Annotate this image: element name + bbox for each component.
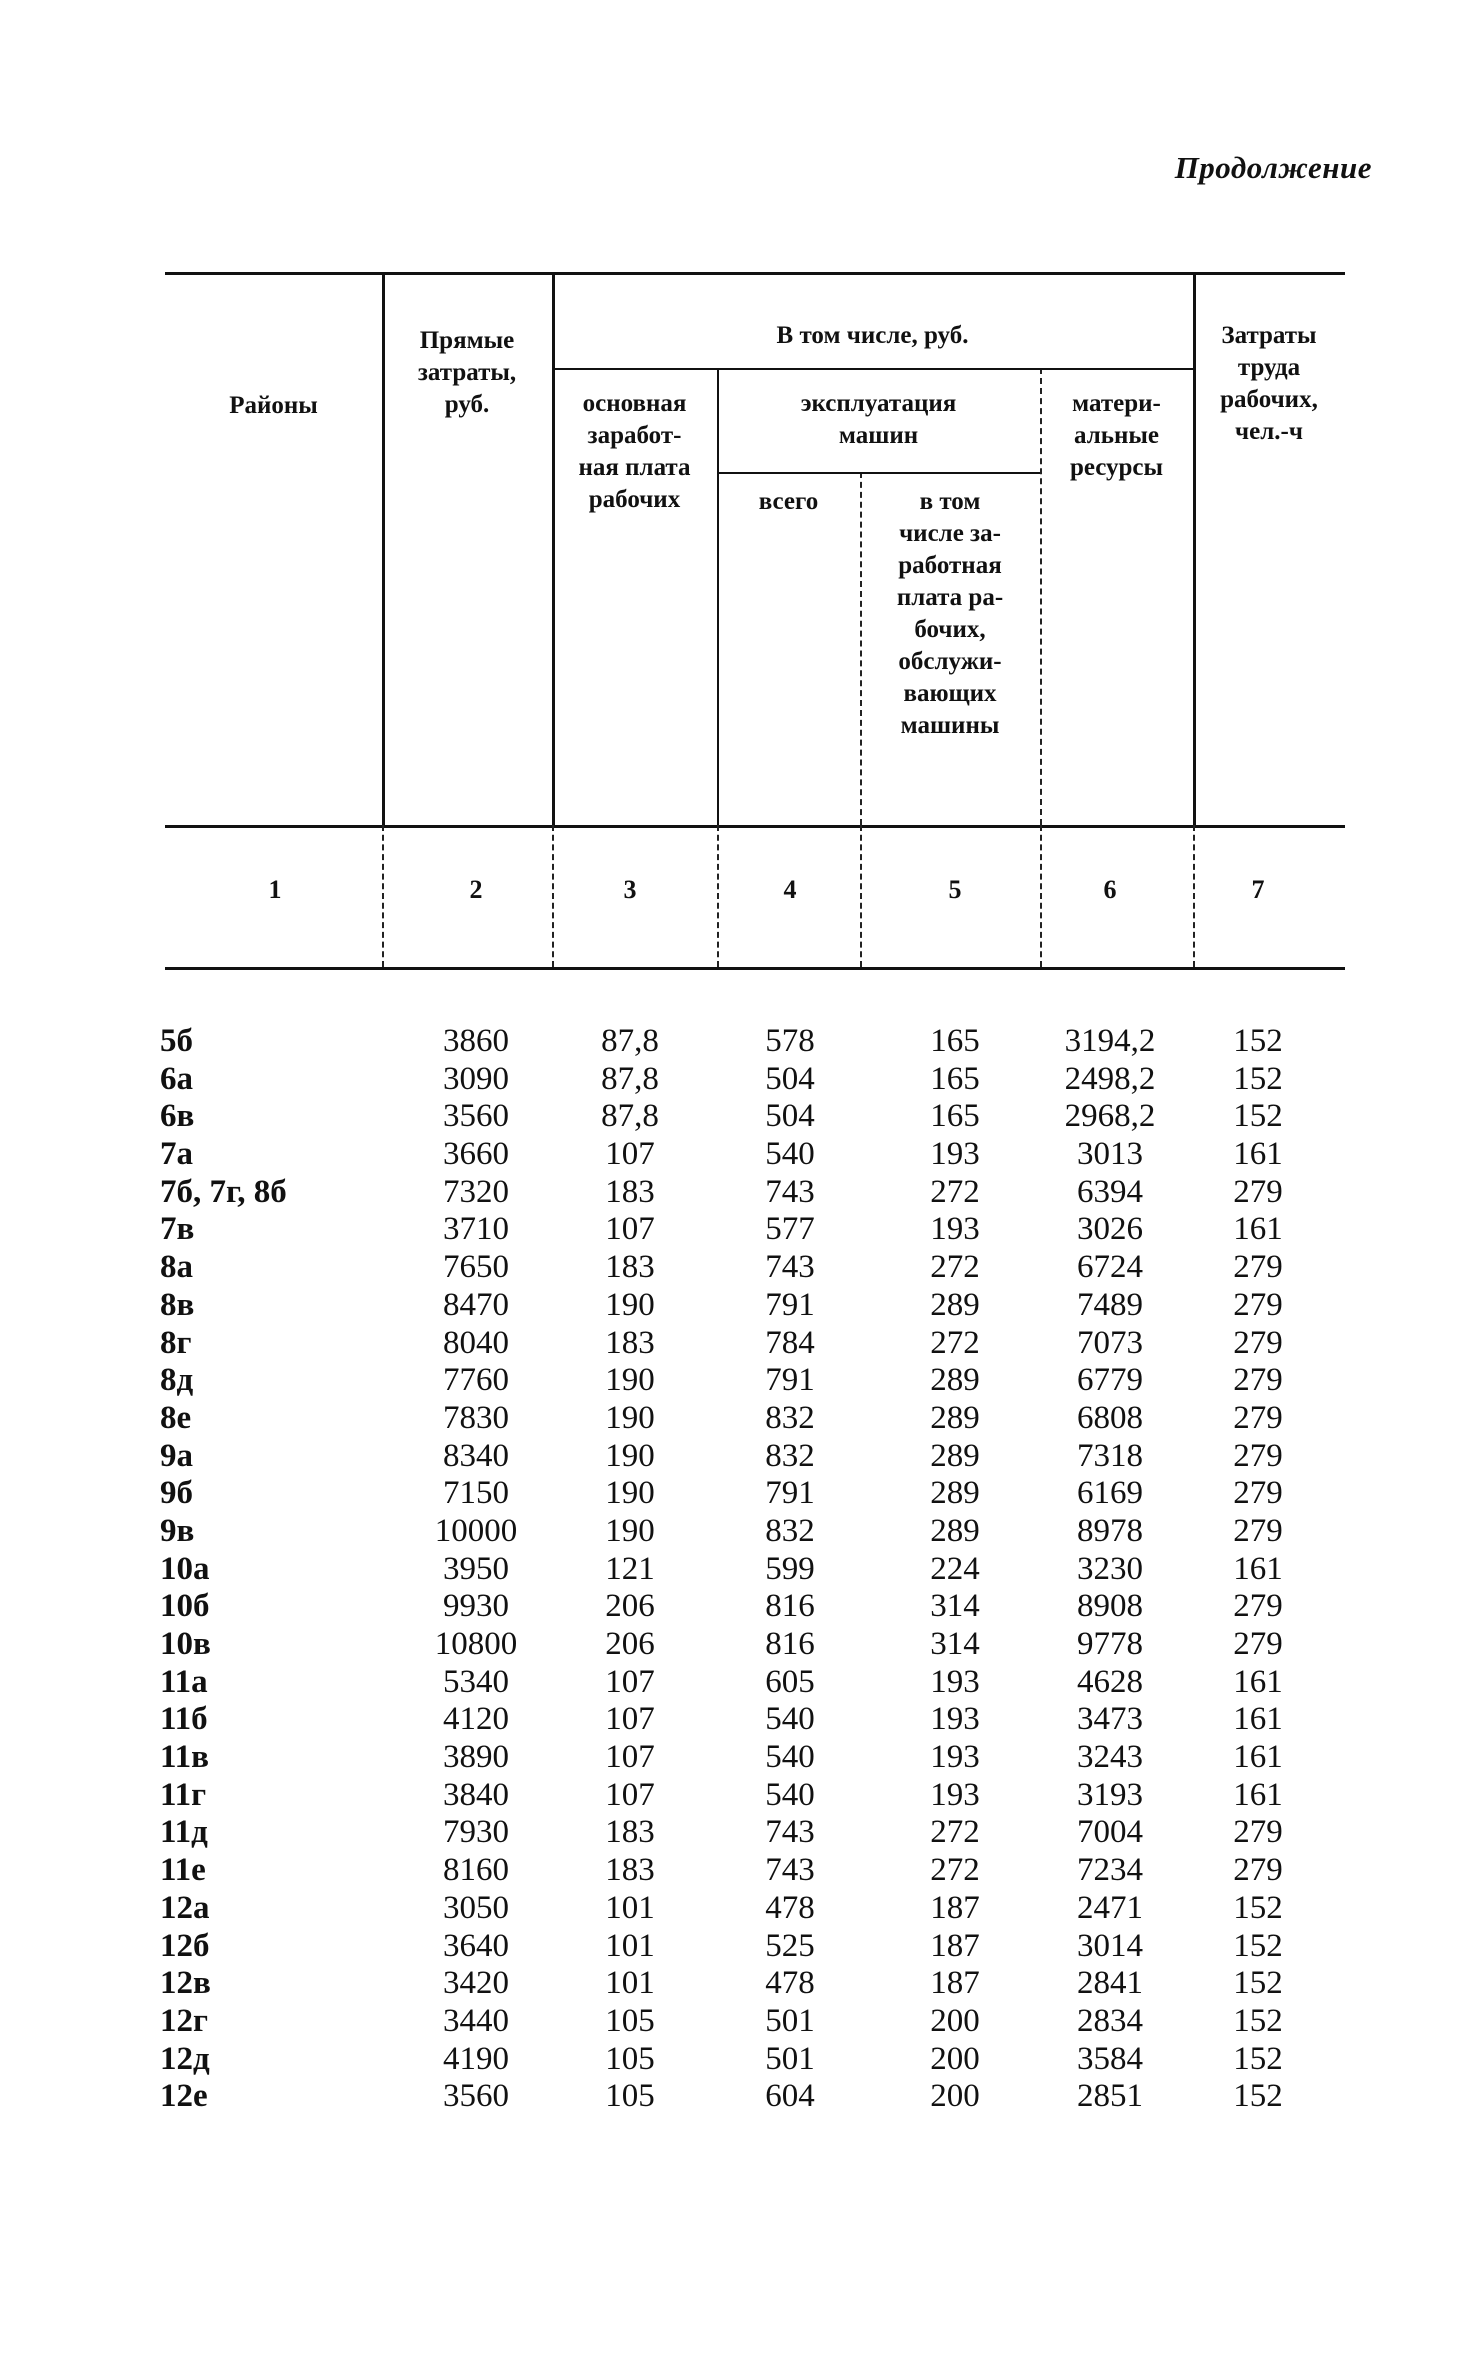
- header-materials: матери- альные ресурсы: [1069, 390, 1164, 481]
- labor-cell: 279: [1233, 1173, 1283, 1210]
- labor-cell: 279: [1233, 1324, 1283, 1361]
- labor-cell: 161: [1233, 1136, 1283, 1173]
- base-wages-cell: 107: [605, 1663, 655, 1700]
- table-row: [0, 1325, 1477, 1363]
- direct-costs-cell: 7320: [443, 1173, 509, 1210]
- direct-costs-cell: 8160: [443, 1852, 509, 1889]
- machine-total-cell: 791: [765, 1475, 815, 1512]
- direct-costs-cell: 9930: [443, 1588, 509, 1625]
- direct-costs-cell: 3840: [443, 1776, 509, 1813]
- machine-wages-cell: 289: [930, 1437, 980, 1474]
- base-wages-cell: 87,8: [601, 1023, 659, 1059]
- labor-cell: 161: [1233, 1739, 1283, 1776]
- materials-cell: 2841: [1077, 1965, 1143, 2002]
- direct-costs-cell: 4190: [443, 2040, 509, 2077]
- labor-cell: 279: [1233, 1512, 1283, 1549]
- machine-wages-cell: 224: [930, 1550, 980, 1587]
- machine-wages-cell: 289: [930, 1362, 980, 1399]
- labor-cell: 152: [1233, 2002, 1283, 2039]
- machine-wages-cell: 187: [930, 1927, 980, 1964]
- region-cell: 9б: [160, 1475, 193, 1512]
- column-number: 6: [1103, 875, 1117, 904]
- table-row: [0, 2003, 1477, 2041]
- machine-total-cell: 540: [765, 1701, 815, 1738]
- table-row: [0, 1928, 1477, 1966]
- direct-costs-cell: 5340: [443, 1663, 509, 1700]
- machine-wages-cell: 272: [930, 1814, 980, 1851]
- table-row: [0, 1777, 1477, 1815]
- machine-total-cell: 540: [765, 1739, 815, 1776]
- machine-wages-cell: 187: [930, 1889, 980, 1926]
- base-wages-cell: 183: [605, 1814, 655, 1851]
- table-row: [0, 1852, 1477, 1890]
- region-cell: 7а: [160, 1136, 193, 1173]
- machine-wages-cell: 289: [930, 1512, 980, 1549]
- table-row: [0, 1211, 1477, 1249]
- table-row: [0, 1588, 1477, 1626]
- column-number: 3: [623, 875, 637, 904]
- region-cell: 6в: [160, 1098, 195, 1135]
- header-machine-operation: эксплуатация машин: [800, 390, 957, 449]
- machine-total-cell: 578: [765, 1023, 815, 1059]
- base-wages-cell: 206: [605, 1626, 655, 1662]
- region-cell: 9а: [160, 1437, 193, 1474]
- base-wages-cell: 107: [605, 1701, 655, 1738]
- materials-cell: 3014: [1077, 1927, 1143, 1964]
- table-row: [0, 1098, 1477, 1136]
- materials-cell: 3193: [1077, 1776, 1143, 1813]
- machine-total-cell: 784: [765, 1324, 815, 1361]
- base-wages-cell: 190: [605, 1362, 655, 1399]
- materials-cell: 2968,2: [1064, 1098, 1156, 1135]
- labor-cell: 161: [1233, 1211, 1283, 1248]
- column-number: 4: [783, 875, 797, 904]
- machine-wages-cell: 193: [930, 1739, 980, 1776]
- num-divider-5: [1040, 825, 1042, 967]
- header-machine-total: всего: [758, 488, 819, 515]
- labor-cell: 279: [1233, 1475, 1283, 1512]
- table-row: [0, 2078, 1477, 2116]
- machine-wages-cell: 289: [930, 1399, 980, 1436]
- direct-costs-cell: 7830: [443, 1399, 509, 1436]
- num-divider-6: [1193, 825, 1195, 967]
- direct-costs-cell: 3660: [443, 1136, 509, 1173]
- labor-cell: 152: [1233, 1927, 1283, 1964]
- machine-wages-cell: 193: [930, 1663, 980, 1700]
- region-cell: 8д: [160, 1362, 194, 1399]
- direct-costs-cell: 3090: [443, 1060, 509, 1097]
- base-wages-cell: 87,8: [601, 1060, 659, 1097]
- region-cell: 11в: [160, 1739, 210, 1776]
- base-wages-cell: 183: [605, 1324, 655, 1361]
- direct-costs-cell: 7930: [443, 1814, 509, 1851]
- table-row: [0, 1174, 1477, 1212]
- machine-wages-cell: 314: [930, 1588, 980, 1625]
- machine-total-cell: 816: [765, 1626, 815, 1662]
- materials-cell: 8908: [1077, 1588, 1143, 1625]
- region-cell: 11а: [160, 1663, 208, 1700]
- materials-cell: 7234: [1077, 1852, 1143, 1889]
- machine-total-cell: 504: [765, 1098, 815, 1135]
- direct-costs-cell: 3860: [443, 1023, 509, 1059]
- region-cell: 12д: [160, 2040, 210, 2077]
- column-numbers-bottom-rule: [165, 967, 1345, 970]
- region-cell: 11г: [160, 1776, 207, 1813]
- machine-total-cell: 791: [765, 1362, 815, 1399]
- region-cell: 5б: [160, 1023, 193, 1059]
- table-top-rule: [165, 272, 1345, 275]
- machine-wages-cell: 272: [930, 1249, 980, 1286]
- table-row: [0, 1551, 1477, 1589]
- region-cell: 6а: [160, 1060, 193, 1097]
- materials-cell: 6779: [1077, 1362, 1143, 1399]
- table-row: [0, 2041, 1477, 2079]
- table-row: [0, 1814, 1477, 1852]
- base-wages-cell: 107: [605, 1739, 655, 1776]
- machine-total-cell: 604: [765, 2078, 815, 2115]
- base-wages-cell: 183: [605, 1173, 655, 1210]
- region-cell: 12г: [160, 2002, 208, 2039]
- materials-cell: 7318: [1077, 1437, 1143, 1474]
- labor-cell: 161: [1233, 1550, 1283, 1587]
- table-row: [0, 1438, 1477, 1476]
- table-row: [0, 1362, 1477, 1400]
- table-row: [0, 1739, 1477, 1777]
- materials-cell: 4628: [1077, 1663, 1143, 1700]
- labor-cell: 279: [1233, 1249, 1283, 1286]
- region-cell: 8а: [160, 1249, 193, 1286]
- direct-costs-cell: 3050: [443, 1889, 509, 1926]
- labor-cell: 279: [1233, 1626, 1283, 1662]
- materials-cell: 9778: [1077, 1626, 1143, 1662]
- machine-total-cell: 577: [765, 1211, 815, 1248]
- materials-cell: 8978: [1077, 1512, 1143, 1549]
- machine-wages-cell: 272: [930, 1324, 980, 1361]
- table-body: [0, 1023, 1477, 2116]
- materials-cell: 3026: [1077, 1211, 1143, 1248]
- header-base-wages: основная заработ- ная плата рабочих: [578, 390, 691, 513]
- region-cell: 11е: [160, 1852, 206, 1889]
- labor-cell: 161: [1233, 1776, 1283, 1813]
- header-direct-costs: Прямые затраты, руб.: [417, 327, 517, 418]
- table-row: [0, 1701, 1477, 1739]
- region-cell: 7б, 7г, 8б: [160, 1173, 287, 1210]
- direct-costs-cell: 3420: [443, 1965, 509, 2002]
- header-bottom-rule: [165, 825, 1345, 828]
- machine-wages-cell: 272: [930, 1852, 980, 1889]
- materials-cell: 2498,2: [1064, 1060, 1156, 1097]
- base-wages-cell: 107: [605, 1776, 655, 1813]
- direct-costs-cell: 10000: [434, 1512, 518, 1549]
- region-cell: 11д: [160, 1814, 208, 1851]
- base-wages-cell: 87,8: [601, 1098, 659, 1135]
- materials-cell: 3584: [1077, 2040, 1143, 2077]
- base-wages-cell: 190: [605, 1512, 655, 1549]
- labor-cell: 161: [1233, 1663, 1283, 1700]
- table-row: [0, 1664, 1477, 1702]
- labor-cell: 152: [1233, 1965, 1283, 2002]
- materials-cell: 6169: [1077, 1475, 1143, 1512]
- column-number: 5: [948, 875, 962, 904]
- machine-wages-cell: 200: [930, 2002, 980, 2039]
- table-row: [0, 1061, 1477, 1099]
- machine-total-cell: 743: [765, 1814, 815, 1851]
- region-cell: 8е: [160, 1399, 192, 1436]
- base-wages-cell: 101: [605, 1965, 655, 2002]
- direct-costs-cell: 3890: [443, 1739, 509, 1776]
- materials-cell: 6808: [1077, 1399, 1143, 1436]
- machine-total-cell: 743: [765, 1249, 815, 1286]
- machine-total-cell: 791: [765, 1286, 815, 1323]
- machine-total-cell: 525: [765, 1927, 815, 1964]
- labor-cell: 161: [1233, 1701, 1283, 1738]
- machine-wages-cell: 165: [930, 1098, 980, 1135]
- machine-total-cell: 816: [765, 1588, 815, 1625]
- table-row: [0, 1626, 1477, 1664]
- direct-costs-cell: 7760: [443, 1362, 509, 1399]
- direct-costs-cell: 7150: [443, 1475, 509, 1512]
- labor-cell: 152: [1233, 1023, 1283, 1059]
- base-wages-cell: 190: [605, 1475, 655, 1512]
- machine-total-cell: 501: [765, 2040, 815, 2077]
- machine-wages-cell: 193: [930, 1776, 980, 1813]
- region-cell: 8в: [160, 1286, 195, 1323]
- machine-wages-cell: 193: [930, 1136, 980, 1173]
- materials-cell: 7489: [1077, 1286, 1143, 1323]
- direct-costs-cell: 3440: [443, 2002, 509, 2039]
- base-wages-cell: 206: [605, 1588, 655, 1625]
- machine-wages-cell: 289: [930, 1475, 980, 1512]
- direct-costs-cell: 10800: [434, 1626, 518, 1662]
- base-wages-cell: 183: [605, 1852, 655, 1889]
- machine-wages-cell: 200: [930, 2040, 980, 2077]
- base-wages-cell: 190: [605, 1399, 655, 1436]
- region-cell: 8г: [160, 1324, 192, 1361]
- region-cell: 10б: [160, 1588, 210, 1625]
- table-row: [0, 1023, 1477, 1061]
- base-wages-cell: 105: [605, 2002, 655, 2039]
- machine-wages-cell: 200: [930, 2078, 980, 2115]
- materials-cell: 2851: [1077, 2078, 1143, 2115]
- region-cell: 12б: [160, 1927, 210, 1964]
- machine-total-cell: 501: [765, 2002, 815, 2039]
- direct-costs-cell: 7650: [443, 1249, 509, 1286]
- materials-cell: 6724: [1077, 1249, 1143, 1286]
- region-cell: 11б: [160, 1701, 208, 1738]
- num-divider-2: [552, 825, 554, 967]
- machine-total-cell: 743: [765, 1852, 815, 1889]
- labor-cell: 279: [1233, 1286, 1283, 1323]
- region-cell: 10а: [160, 1550, 210, 1587]
- direct-costs-cell: 8340: [443, 1437, 509, 1474]
- column-number: 1: [268, 875, 282, 904]
- table-row: [0, 1249, 1477, 1287]
- table-row: [0, 1513, 1477, 1551]
- region-cell: 12а: [160, 1889, 210, 1926]
- machine-total-cell: 832: [765, 1399, 815, 1436]
- direct-costs-cell: 3560: [443, 2078, 509, 2115]
- materials-cell: 3194,2: [1064, 1023, 1156, 1059]
- base-wages-cell: 190: [605, 1437, 655, 1474]
- machine-total-cell: 540: [765, 1776, 815, 1813]
- header-labor: Затраты труда рабочих, чел.-ч: [1220, 322, 1318, 445]
- machine-total-cell: 504: [765, 1060, 815, 1097]
- continuation-label: Продолжение: [1174, 150, 1372, 185]
- region-cell: 12в: [160, 1965, 211, 2002]
- labor-cell: 279: [1233, 1399, 1283, 1436]
- machine-wages-cell: 193: [930, 1701, 980, 1738]
- labor-cell: 279: [1233, 1588, 1283, 1625]
- base-wages-cell: 183: [605, 1249, 655, 1286]
- table-row: [0, 1400, 1477, 1438]
- labor-cell: 152: [1233, 1098, 1283, 1135]
- table-row: [0, 1287, 1477, 1325]
- base-wages-cell: 101: [605, 1927, 655, 1964]
- machine-total-cell: 605: [765, 1663, 815, 1700]
- base-wages-cell: 190: [605, 1286, 655, 1323]
- materials-cell: 2834: [1077, 2002, 1143, 2039]
- materials-cell: 3230: [1077, 1550, 1143, 1587]
- machine-wages-cell: 165: [930, 1060, 980, 1097]
- column-number: 2: [469, 875, 483, 904]
- machine-underline: [717, 472, 1040, 474]
- num-divider-3: [717, 825, 719, 967]
- including-underline: [552, 368, 1193, 370]
- header-including: В том числе, руб.: [776, 322, 969, 349]
- machine-wages-cell: 272: [930, 1173, 980, 1210]
- base-wages-cell: 101: [605, 1889, 655, 1926]
- base-wages-cell: 105: [605, 2078, 655, 2115]
- labor-cell: 279: [1233, 1362, 1283, 1399]
- machine-total-cell: 832: [765, 1512, 815, 1549]
- machine-wages-cell: 193: [930, 1211, 980, 1248]
- column-number: 7: [1251, 875, 1265, 904]
- materials-cell: 6394: [1077, 1173, 1143, 1210]
- num-divider-1: [382, 825, 384, 967]
- materials-cell: 3013: [1077, 1136, 1143, 1173]
- table-row: [0, 1890, 1477, 1928]
- region-cell: 12е: [160, 2078, 208, 2115]
- labor-cell: 279: [1233, 1437, 1283, 1474]
- region-cell: 10в: [160, 1626, 211, 1662]
- header-regions: Районы: [229, 392, 318, 419]
- base-wages-cell: 107: [605, 1211, 655, 1248]
- labor-cell: 152: [1233, 1060, 1283, 1097]
- machine-total-cell: 478: [765, 1889, 815, 1926]
- labor-cell: 279: [1233, 1814, 1283, 1851]
- labor-cell: 152: [1233, 1889, 1283, 1926]
- header-machine-wages: в том числе за- работная плата ра- бочих, обслужи- вающих машины: [896, 488, 1004, 739]
- region-cell: 9в: [160, 1512, 195, 1549]
- machine-wages-cell: 289: [930, 1286, 980, 1323]
- direct-costs-cell: 4120: [443, 1701, 509, 1738]
- materials-cell: 7004: [1077, 1814, 1143, 1851]
- materials-cell: 3473: [1077, 1701, 1143, 1738]
- machine-total-cell: 832: [765, 1437, 815, 1474]
- materials-cell: 3243: [1077, 1739, 1143, 1776]
- base-wages-cell: 107: [605, 1136, 655, 1173]
- direct-costs-cell: 3710: [443, 1211, 509, 1248]
- region-cell: 7в: [160, 1211, 195, 1248]
- direct-costs-cell: 8470: [443, 1286, 509, 1323]
- header-divider-2: [552, 272, 555, 825]
- direct-costs-cell: 3640: [443, 1927, 509, 1964]
- labor-cell: 279: [1233, 1852, 1283, 1889]
- base-wages-cell: 121: [605, 1550, 655, 1587]
- direct-costs-cell: 3950: [443, 1550, 509, 1587]
- table-row: [0, 1475, 1477, 1513]
- table-row: [0, 1965, 1477, 2003]
- num-divider-4: [860, 825, 862, 967]
- machine-total-cell: 743: [765, 1173, 815, 1210]
- direct-costs-cell: 3560: [443, 1098, 509, 1135]
- materials-cell: 7073: [1077, 1324, 1143, 1361]
- machine-wages-cell: 165: [930, 1023, 980, 1059]
- machine-total-cell: 540: [765, 1136, 815, 1173]
- machine-wages-cell: 314: [930, 1626, 980, 1662]
- machine-total-cell: 599: [765, 1550, 815, 1587]
- labor-cell: 152: [1233, 2078, 1283, 2115]
- machine-wages-cell: 187: [930, 1965, 980, 2002]
- base-wages-cell: 105: [605, 2040, 655, 2077]
- machine-total-cell: 478: [765, 1965, 815, 2002]
- materials-cell: 2471: [1077, 1889, 1143, 1926]
- table-row: [0, 1136, 1477, 1174]
- direct-costs-cell: 8040: [443, 1324, 509, 1361]
- labor-cell: 152: [1233, 2040, 1283, 2077]
